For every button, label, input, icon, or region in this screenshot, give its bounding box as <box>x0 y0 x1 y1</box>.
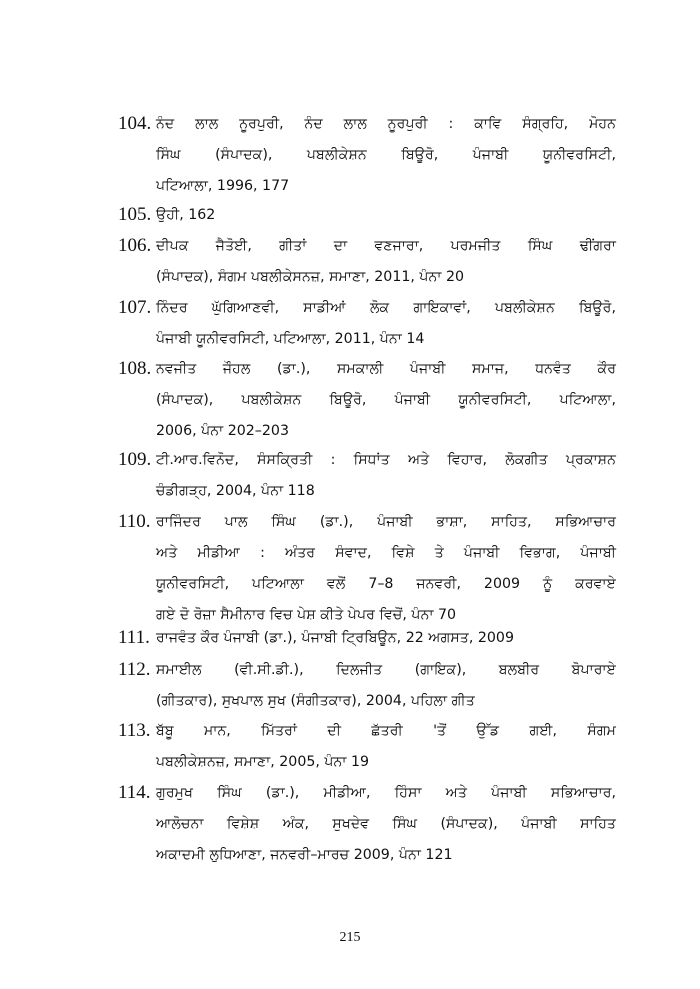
reference-number: 113. <box>118 720 151 741</box>
reference-line: ਅਤੇ ਮੀਡੀਆ : ਅੰਤਰ ਸੰਵਾਦ, ਵਿਸ਼ੇ ਤੇ ਪੰਜਾਬੀ ਵਿਭਾਗ, ਪੰਜਾਬੀ <box>156 545 616 561</box>
reference-line: ਸਿੰਘ (ਸੰਪਾਦਕ), ਪਬਲੀਕੇਸ਼ਨ ਬਿਊਰੋ, ਪੰਜਾਬੀ ਯੂਨੀਵਰਸਿਟੀ, <box>156 147 616 163</box>
page-number: 215 <box>339 930 361 945</box>
reference-line: ਨਵਜੀਤ ਜੌਹਲ (ਡਾ.), ਸਮਕਾਲੀ ਪੰਜਾਬੀ ਸਮਾਜ, ਧਨਵੰਤ ਕੌਰ <box>156 361 616 377</box>
reference-line: ਬੱਬੂ ਮਾਨ, ਮਿੱਤਰਾਂ ਦੀ ਛੱਤਰੀ 'ਤੋਂ ਉੱਡ ਗਈ, ਸੰਗਮ <box>156 723 616 739</box>
reference-number: 112. <box>118 659 151 680</box>
reference-line: ਰਾਜਵੰਤ ਕੌਰ ਪੰਜਾਬੀ (ਡਾ.), ਪੰਜਾਬੀ ਟ੍ਰਿਬਿਊਨ, 22 ਅਗਸਤ, 2009 <box>156 630 514 646</box>
reference-number: 110. <box>118 511 151 532</box>
reference-line: ਉਹੀ, 162 <box>156 207 216 223</box>
reference-line: (ਸੰਪਾਦਕ), ਸੰਗਮ ਪਬਲੀਕੇਸਨਜ਼, ਸਮਾਣਾ, 2011, ਪੰਨਾ 20 <box>156 269 465 285</box>
reference-line: ਰਾਜਿੰਦਰ ਪਾਲ ਸਿੰਘ (ਡਾ.), ਪੰਜਾਬੀ ਭਾਸ਼ਾ, ਸਾਹਿਤ, ਸਭਿਆਚਾਰ <box>156 514 616 530</box>
reference-number: 107. <box>118 297 152 318</box>
reference-line: ਗਏ ਦੋ ਰੋਜ਼ਾ ਸੈਮੀਨਾਰ ਵਿਚ ਪੇਸ਼ ਕੀਤੇ ਪੇਪਰ ਵਿਚੋਂ, ਪੰਨਾ 70 <box>156 607 457 623</box>
reference-line: ਅਕਾਦਮੀ ਲੁਧਿਆਣਾ, ਜਨਵਰੀ–ਮਾਰਚ 2009, ਪੰਨਾ 121 <box>156 847 453 863</box>
reference-number: 106. <box>118 235 152 256</box>
reference-line: ਸਮਾਈਲ (ਵੀ.ਸੀ.ਡੀ.), ਦਿਲਜੀਤ (ਗਾਇਕ), ਬਲਬੀਰ ਬੋਪਾਰਾਏ <box>156 662 616 678</box>
reference-number: 111. <box>118 627 150 648</box>
reference-line: ਪੰਜਾਬੀ ਯੂਨੀਵਰਸਿਟੀ, ਪਟਿਆਲਾ, 2011, ਪੰਨਾ 14 <box>156 331 425 347</box>
reference-number: 114. <box>118 782 151 803</box>
reference-line: ਆਲੋਚਨਾ ਵਿਸ਼ੇਸ਼ ਅੰਕ, ਸੁਖਦੇਵ ਸਿੰਘ (ਸੰਪਾਦਕ), ਪੰਜਾਬੀ ਸਾਹਿਤ <box>156 816 616 832</box>
reference-line: ਪਟਿਆਲਾ, 1996, 177 <box>156 178 290 194</box>
reference-line: ਨਿੰਦਰ ਘੁੱਗਿਆਣਵੀ, ਸਾਡੀਆਂ ਲੋਕ ਗਾਇਕਾਵਾਂ, ਪਬਲੀਕੇਸ਼ਨ ਬਿਊਰੋ, <box>156 300 616 316</box>
reference-line: ਚੰਡੀਗੜ੍ਹ, 2004, ਪੰਨਾ 118 <box>156 483 315 499</box>
reference-number: 109. <box>118 449 152 470</box>
reference-line: ਗੁਰਮੁਖ ਸਿੰਘ (ਡਾ.), ਮੀਡੀਆ, ਹਿੰਸਾ ਅਤੇ ਪੰਜਾਬੀ ਸਭਿਆਚਾਰ, <box>156 785 616 801</box>
reference-line: ਟੀ.ਆਰ.ਵਿਨੋਦ, ਸੰਸਕ੍ਰਿਤੀ : ਸਿਧਾਂਤ ਅਤੇ ਵਿਹਾਰ, ਲੋਕਗੀਤ ਪ੍ਰਕਾਸ਼ਨ <box>156 452 616 468</box>
reference-line: (ਸੰਪਾਦਕ), ਪਬਲੀਕੇਸ਼ਨ ਬਿਊਰੋ, ਪੰਜਾਬੀ ਯੂਨੀਵਰਸਿਟੀ, ਪਟਿਆਲਾ, <box>156 392 616 408</box>
reference-number: 104. <box>118 113 152 134</box>
reference-line: (ਗੀਤਕਾਰ), ਸੁਖਪਾਲ ਸੁਖ (ਸੰਗੀਤਕਾਰ), 2004, ਪਹਿਲਾ ਗੀਤ <box>156 693 475 709</box>
reference-line: 2006, ਪੰਨਾ 202–203 <box>156 423 289 439</box>
reference-line: ਨੰਦ ਲਾਲ ਨੂਰਪੁਰੀ, ਨੰਦ ਲਾਲ ਨੂਰਪੁਰੀ : ਕਾਵਿ ਸੰਗ੍ਰਹਿ, ਮੋਹਨ <box>156 116 616 132</box>
reference-number: 105. <box>118 204 152 225</box>
reference-line: ਦੀਪਕ ਜੈਤੋਈ, ਗੀਤਾਂ ਦਾ ਵਣਜਾਰਾ, ਪਰਮਜੀਤ ਸਿੰਘ ਢੀਂਗਰਾ <box>156 238 616 254</box>
reference-number: 108. <box>118 358 152 379</box>
reference-line: ਪਬਲੀਕੇਸ਼ਨਜ਼, ਸਮਾਣਾ, 2005, ਪੰਨਾ 19 <box>156 754 370 770</box>
reference-line: ਯੂਨੀਵਰਸਿਟੀ, ਪਟਿਆਲਾ ਵਲੋਂ 7–8 ਜਨਵਰੀ, 2009 ਨੂੰ ਕਰਵਾਏ <box>156 576 616 592</box>
